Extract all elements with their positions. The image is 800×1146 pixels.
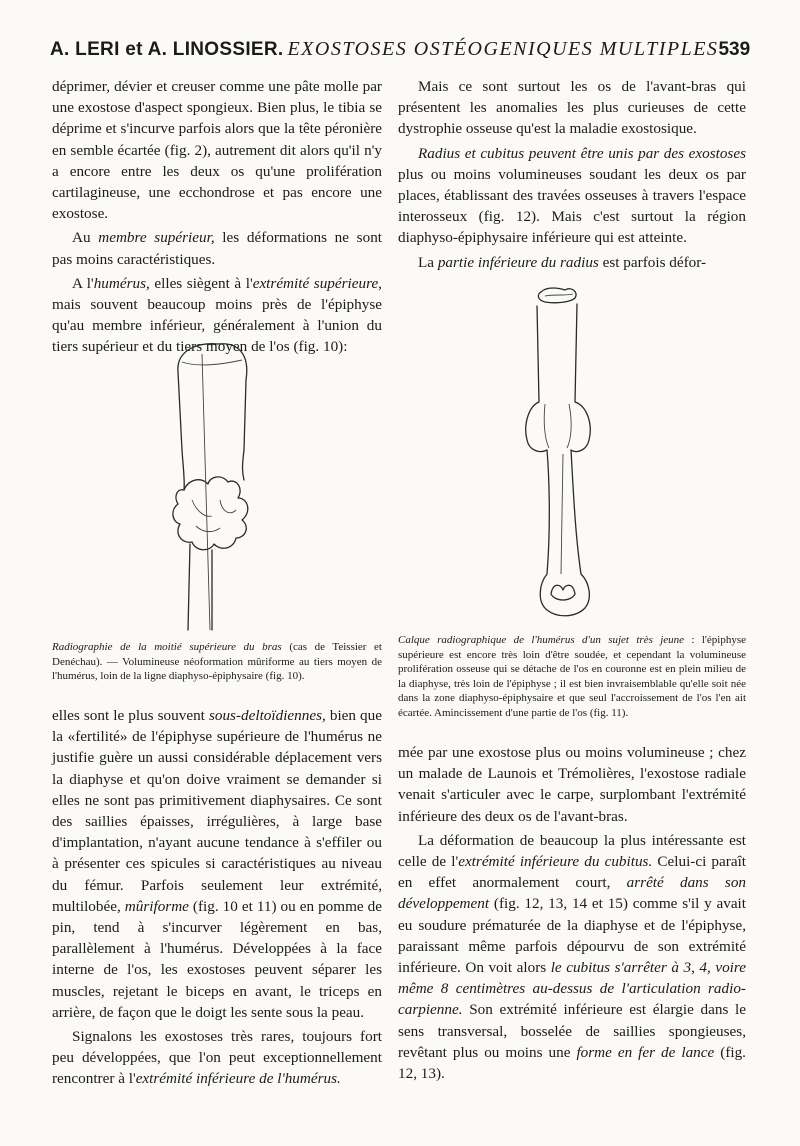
paragraph: La partie inférieure du radius est parfois défor- — [418, 253, 707, 271]
figure-10-caption: Radiographie de la moitié supérieure du bras (cas de Teissier et Denéchau). — Volumineuse néoformation mûriforme au tiers moyen de l'humérus, loin de la ligne diaphyso-épiphysaire (fig. 10). — [52, 641, 382, 683]
paragraph: Radius et cubitus peuvent être unis par des exostoses plus ou moins volumineuses soudant les deux os par places, établissant des travées osseuses à travers l'espace interosseux (fig. 12). Mais c'est surtout la région diaphyso-épiphysaire inférieure qui est atteinte. — [398, 144, 746, 247]
right-column-bottom — [398, 742, 746, 1084]
paragraph: Mais ce sont surtout les os de l'avant-bras qui présentent les anomalies les plus curieuses de cette dystrophie osseuse qu'est la maladie exostosique. — [398, 78, 746, 138]
figure-11-humerus-tracing — [515, 284, 625, 624]
right-column-top — [398, 76, 746, 273]
page-number: 539 — [718, 39, 751, 60]
figure-10-humerus-drawing — [150, 340, 290, 630]
figure-11-caption: Calque radiographique de l'humérus d'un sujet très jeune : l'épiphyse supérieure est encore très loin d'être soudée, et cependant la volumineuse prolifération osseuse qui se détache de l'os en couronne est en plein milieu de la diaphyse, très loin de l'épiphyse ; il est bien invraisemblable qu'elle soit née dans la zone diaphyso-épiphysaire et que seul l'accroissement de l'os l'en ait écartée. Amincissement d'une partie de l'os (fig. 11). — [398, 634, 746, 719]
paragraph: A l'humérus, elles siègent à l'extrémité supérieure, mais souvent beaucoup moins près de l'épiphyse qu'au membre inférieur, généralement à l'union du tiers supérieur et du tiers moyen de l'os (fig. 10): — [52, 274, 382, 356]
paragraph: Signalons les exostoses très rares, toujours fort peu développées, que l'on peut exceptionnellement rencontrer à l'extrémité inférieure de l'humérus. — [52, 1028, 382, 1088]
paragraph: La déformation de beaucoup la plus intéressante est celle de l'extrémité inférieure du cubitus. Celui-ci paraît en effet anormalement court, arrêté dans son développement (fig. 12, 13, 14 et 15) comme s'il y avait eu soudure prématurée de la diaphyse et de l'épiphyse, paraissant même parfois dépourvu de son extrémité inférieure. On voit alors le cubitus s'arrêter à 3, 4, voire même 8 centimètres au-dessus de l'articulation radio-carpienne. Son extrémité inférieure est élargie dans le sens transversal, bosselée de saillies spongieuses, revêtant plus ou moins une forme en fer de lance (fig. 12, 13). — [398, 831, 747, 1083]
paragraph: mée par une exostose plus ou moins volumineuse ; chez un malade de Launois et Trémolières, l'exostose radiale venait s'articuler avec le carpe, surplombant l'extrémité inférieure des deux os de l'avant-bras. — [398, 744, 746, 825]
paragraph: elles sont le plus souvent sous-deltoïdiennes, bien que la «fertilité» de l'épiphyse supérieure de l'humérus ne justifie guère un aussi considérable déplacement vers la diaphyse et qu'on doive vraiment se demander si elles ne sont pas primitivement diaphysaires. Ce sont des saillies épaisses, irrégulières, à large base d'implantation, n'ayant aucune tendance à s'effiler ou à présenter ces spicules si caractéristiques au niveau du fémur. Parfois seulement leur extrémité, multilobée, mûriforme (fig. 10 et 11) ou en pomme de pin, tend à s'incurver légèrement en bas, parallèlement à l'humérus. Développées à la face interne de l'os, les exostoses peuvent séparer les muscles, rejetant le biceps en avant, le triceps en arrière, de façon que le doigt les sente sous la peau. — [52, 707, 382, 1021]
left-column-bottom — [52, 705, 382, 1090]
running-header — [50, 38, 750, 61]
header-authors: A. LERI et A. LINOSSIER. — [50, 39, 284, 60]
paragraph: déprimer, dévier et creuser comme une pâte molle par une exostose d'aspect spongieux. Bien plus, le tibia se déprime et s'incurve parfois alors que la tête péronière en semble écartée (fig. 2), autrement dit alors qu'il n'y a encore entre les deux os qu'une prolifération cartilagineuse, une ecchondrose et pas encore une exostose. — [52, 78, 382, 223]
left-column-top — [52, 76, 382, 358]
paragraph: Au membre supérieur, les déformations ne sont pas moins caractéristiques. — [52, 229, 383, 268]
header-title: EXOSTOSES OSTÉOGENIQUES MULTIPLES — [287, 38, 719, 60]
